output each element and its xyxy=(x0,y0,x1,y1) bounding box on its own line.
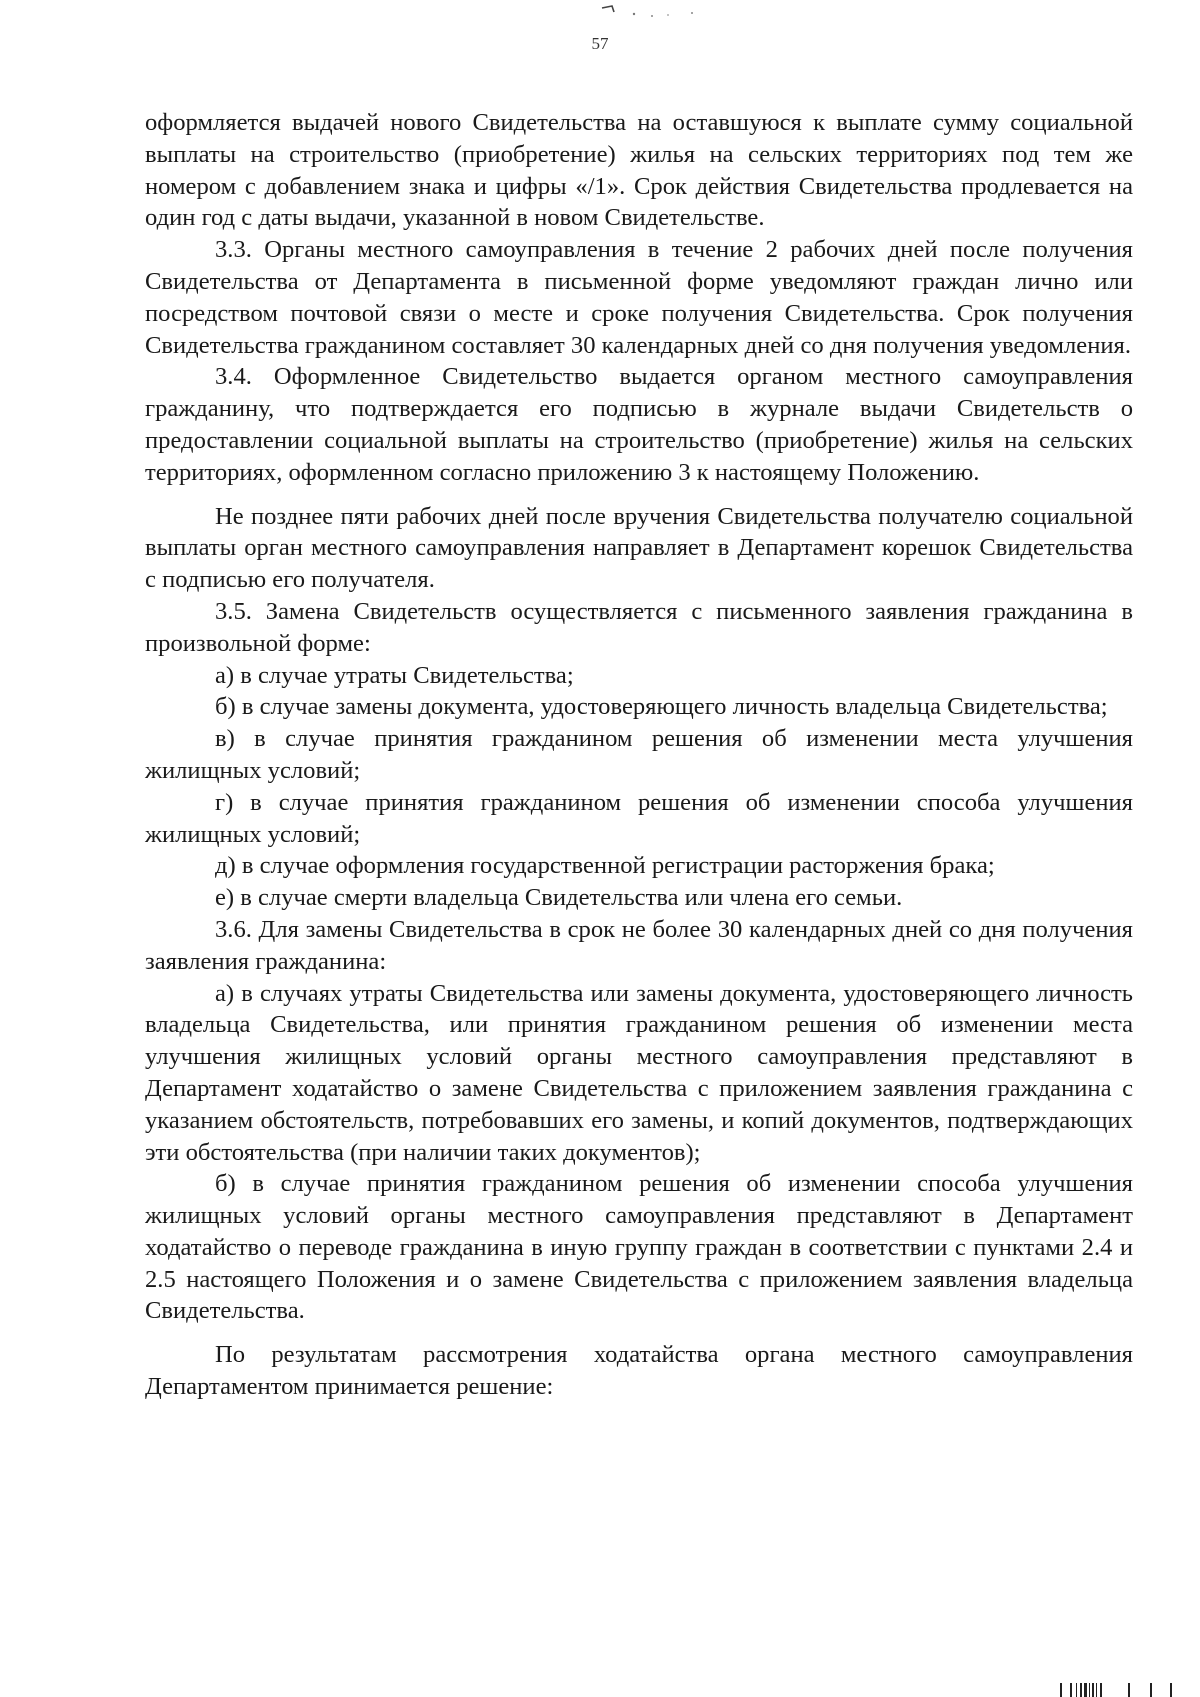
paragraph-continuation: оформляется выдачей нового Свидетельства на оставшуюся к выплате сумму социальной выплаты на строительство (приобретение) жилья на сельских территориях под тем же номером с добавлением знака и цифры «/1». Срок действия Свидетельства продлевается на один год с даты выдачи, указанной в новом Свидетельстве. xyxy=(145,109,1133,232)
list-item-b: б) в случае замены документа, удостоверяющего личность владельца Свидетельства; xyxy=(215,693,1108,721)
barcode-fragment xyxy=(1060,1681,1200,1697)
list-item-v: в) в случае принятия гражданином решения об изменении места улучшения жилищных условий; xyxy=(145,725,1133,784)
paragraph-3-4: 3.4. Оформленное Свидетельство выдается органом местного самоуправления гражданину, что подтверждается его подписью в журнале выдачи Свидетельств о предоставлении социальной выплаты на строительство (приобретение) жилья на сельских территориях, оформленном согласно приложению 3 к настоящему Положению. xyxy=(145,363,1133,486)
list-item-e: е) в случае смерти владельца Свидетельства или члена его семьи. xyxy=(215,884,903,912)
paragraph-3-3: 3.3. Органы местного самоуправления в течение 2 рабочих дней после получения Свидетельства от Департамента в письменной форме уведомляют граждан лично или посредством почтовой связи о месте и сроке получения Свидетельства. Срок получения Свидетельства гражданином составляет 30 календарных дней со дня получения уведомления. xyxy=(145,236,1133,359)
paragraph-stub-return: Не позднее пяти рабочих дней после вручения Свидетельства получателю социальной выплаты орган местного самоуправления направляет в Департамент корешок Свидетельства с подписью его получателя. xyxy=(145,502,1133,594)
list-item-d: д) в случае оформления государственной регистрации расторжения брака; xyxy=(215,852,995,880)
page-number: 57 xyxy=(591,34,609,53)
paragraph-3-5: 3.5. Замена Свидетельств осуществляется с письменного заявления гражданина в произвольной форме: xyxy=(145,597,1133,657)
list-item-g: г) в случае принятия гражданином решения об изменении способа улучшения жилищных условий; xyxy=(145,788,1133,848)
list-item-a: а) в случае утраты Свидетельства; xyxy=(215,661,574,689)
paragraph-3-6: 3.6. Для замены Свидетельства в срок не более 30 календарных дней со дня получения заявления гражданина: xyxy=(145,915,1133,975)
paragraph-decision: По результатам рассмотрения ходатайства органа местного самоуправления Департаментом принимается решение: xyxy=(145,1341,1133,1401)
document-body xyxy=(145,107,1133,1403)
scan-artifact-marks xyxy=(600,2,710,20)
subitem-b: б) в случае принятия гражданином решения об изменении способа улучшения жилищных условий органы местного самоуправления представляют в Департамент ходатайство о переводе гражданина в иную группу граждан в соответствии с пунктами 2.4 и 2.5 настоящего Положения и о замене Свидетельства с приложением заявления владельца Свидетельства. xyxy=(145,1170,1133,1325)
subitem-a: а) в случаях утраты Свидетельства или замены документа, удостоверяющего личность владельца Свидетельства, или принятия гражданином решения об изменении места улучшения жилищных условий органы местного самоуправления представляют в Департамент ходатайство о замене Свидетельства с приложением заявления гражданина с указанием обстоятельств, потребовавших его замены, и копий документов, подтверждающих эти обстоятельства (при наличии таких документов); xyxy=(145,979,1133,1166)
